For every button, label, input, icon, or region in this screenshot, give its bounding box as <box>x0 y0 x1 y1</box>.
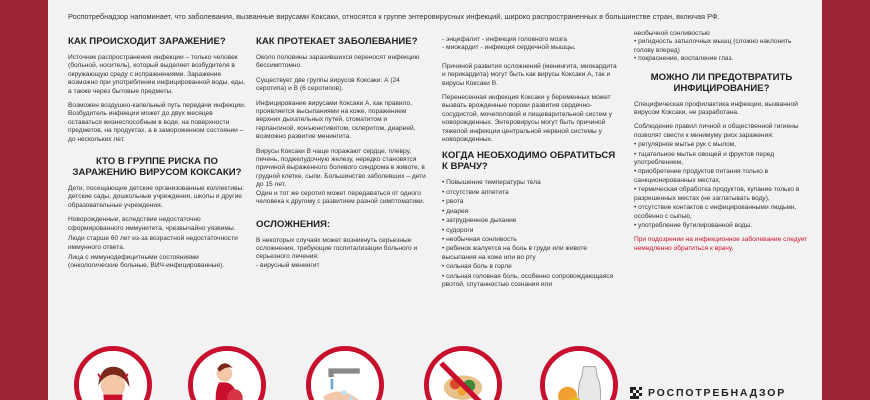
fruits-and-water-icon <box>540 346 618 400</box>
paragraph: Лица с иммунодефицитными состояниями (онкологические больные, ВИЧ-инфицированные). <box>68 253 225 270</box>
heading-see-doctor: КОГДА НЕОБХОДИМО ОБРАТИТЬСЯ К ВРАЧУ? <box>442 150 616 173</box>
list-item: • приобретение продуктов питания только в санкционированных местах, <box>634 168 769 184</box>
hand-washing-icon <box>306 346 384 400</box>
paragraph: Возможен воздушно-капельный путь передачи инфекции. <box>68 102 246 110</box>
paragraph: Перенесенная инфекция Коксаки у беременных может вызвать врожденные пороки развития сердечно-сосудистой, мочеполовой и пищеварительной систем у новорожденных. Энтеровирусы могут быть причиной тяжелой инфекции центральной нервной системы у новорожденных. <box>442 94 612 144</box>
column-infection <box>68 36 246 277</box>
paragraph: Причиной развития осложнений (менингита, миокардита и перикардита) могут быть как вирусы Коксаки А, так и вирусы Коксаки В. <box>442 62 617 87</box>
list-item: • термическая обработка продуктов, купание только в разрешенных местах (не заглатывать воду), <box>634 186 800 202</box>
pregnant-woman-icon <box>188 346 266 400</box>
list-item: • тщательное мытье овощей и фруктов перед употреблением, <box>634 150 775 167</box>
column-doctor <box>442 36 622 295</box>
paragraph: - энцефалит - инфекция головного мозга <box>442 36 568 43</box>
paragraph: Возбудитель инфекции может до двух месяцев оставаться жизнеспособным в воде, на поверхности предметов, на продуктах, а в замороженном состоянии – до нескольких лет. <box>68 110 244 143</box>
list-item: • рвота <box>442 198 464 206</box>
list-item: • ребенок жалуется на боль в груди или животе <box>442 245 588 253</box>
paragraph: Соблюдение правил личной и общественной гигиены позволят свести к минимуму риск заражения: <box>634 123 799 139</box>
paragraph: Новорожденные, вследствие недостаточно сформированного иммунитета, чрезвычайно уязвимы. <box>68 216 236 232</box>
list-item: • ригидность затылочных мышц (сложно наклонить голову вперед) <box>634 38 792 54</box>
sick-person-icon <box>74 346 152 400</box>
list-item: необычной сонливостью <box>634 30 710 37</box>
paragraph: В некоторых случаях может возникнуть серьезные осложнения, требующие госпитализации больного и серьезного лечения: <box>256 236 418 261</box>
paragraph: Люди старше 60 лет из-за возрастной недостаточности иммунного ответа. <box>68 235 238 251</box>
paragraph: Инфицирование вирусами Коксаки А, как правило, проявляется высыпаниями на коже, поражением верхних дыхательных путей, стоматитом и герпангиной, конъюнктивитом, склеритом, диареей, возможно развитие менингита. <box>256 99 416 141</box>
no-unwashed-food-icon <box>424 346 502 400</box>
list-item: • затрудненное дыхание <box>442 217 517 225</box>
warning-text: При подозрении на инфекционное заболевание следует немедленно обратиться к врачу. <box>634 236 808 252</box>
paragraph: Существует две группы вирусов Коксаки: А (24 серотипа) и В (6 серотипов). <box>256 76 400 93</box>
heading-complications: ОСЛОЖНЕНИЯ: <box>256 218 331 230</box>
list-item: • судороги <box>442 226 474 234</box>
column-course <box>256 36 428 276</box>
column-prevention <box>634 30 809 259</box>
intro-text: Роспотребнадзор напоминает, что заболевания, вызванные вирусами Коксаки, относятся к группе энтеровирусных инфекций, широко распространенных в большинстве стран, включая РФ. <box>68 12 720 21</box>
paragraph: Около половины заразившихся переносят инфекцию бессимптомно. <box>256 54 420 70</box>
list-item: • необычная сонливость <box>442 235 517 243</box>
list-item: • Повышение температуры тела <box>442 179 541 187</box>
paragraph: Специфическая профилактика инфекции, вызванной вирусом Коксаки, не разработана. <box>634 100 798 117</box>
list-item: • покраснение, воспаление глаз. <box>634 55 734 63</box>
symptoms-list <box>442 179 622 289</box>
brand-name: РОСПОТРЕБНАДЗОР <box>648 387 787 399</box>
paragraph: Дети, посещающие детские организованные коллективы: детские сады, дошкольные учреждения, школы и другие образовательные учреждения. <box>68 185 245 209</box>
list-item: • употребление бутилированной воды. <box>634 221 753 229</box>
heading-prevention: МОЖНО ЛИ ПРЕДОТВРАТИТЬ ИНФИЦИРОВАНИЕ? <box>650 71 793 94</box>
list-item: • диарея <box>442 207 469 215</box>
paragraph: - вирусный менингит <box>256 261 320 269</box>
list-item: • сильная боль в горле <box>442 263 512 271</box>
qr-code-icon <box>630 387 642 399</box>
paragraph: Один и тот же серотип может передаваться от одного человека к другому с развитием разной симптоматики. <box>256 189 425 206</box>
poster <box>48 0 822 400</box>
list-item: • сильная головная боль, особенно сопровождающаяся рвотой, спутанностью сознания или <box>442 272 614 288</box>
paragraph: Источник распространения инфекции – только человек (больной, носитель), который выделяет возбудителя в окружающую среду с испражнениями. Заражение возможно при употреблении инфицированной воды, еды, а также через бытовые предметы. <box>68 54 245 95</box>
list-item: • отсутствие аппетита <box>442 188 509 196</box>
list-item: • регулярное мытье рук с мылом, <box>634 141 737 149</box>
heading-infection: КАК ПРОИСХОДИТ ЗАРАЖЕНИЕ? <box>68 36 226 47</box>
list-item: • отсутствие контактов с инфицированными людьми, особенно с сыпью, <box>634 204 797 220</box>
prevention-list <box>634 141 809 230</box>
paragraph: Вирусы Коксаки В чаще поражают сердце, плевру, печень, поджелудочную железу, нередко становятся причиной выраженного болевого синдрома в животе, в грудной клетке, сыпи. Большинство заболевших – дети до 15 лет. <box>256 147 426 189</box>
paragraph: - миокардит - инфекция сердечной мышцы. <box>442 44 576 52</box>
list-item: высыпания на коже или во рту <box>442 253 536 261</box>
heading-course: КАК ПРОТЕКАЕТ ЗАБОЛЕВАНИЕ? <box>256 36 418 47</box>
heading-risk-group: КТО В ГРУППЕ РИСКА ПО ЗАРАЖЕНИЮ ВИРУСОМ КОКСАКИ? <box>72 156 242 179</box>
rospotrebnadzor-logo <box>630 386 820 400</box>
